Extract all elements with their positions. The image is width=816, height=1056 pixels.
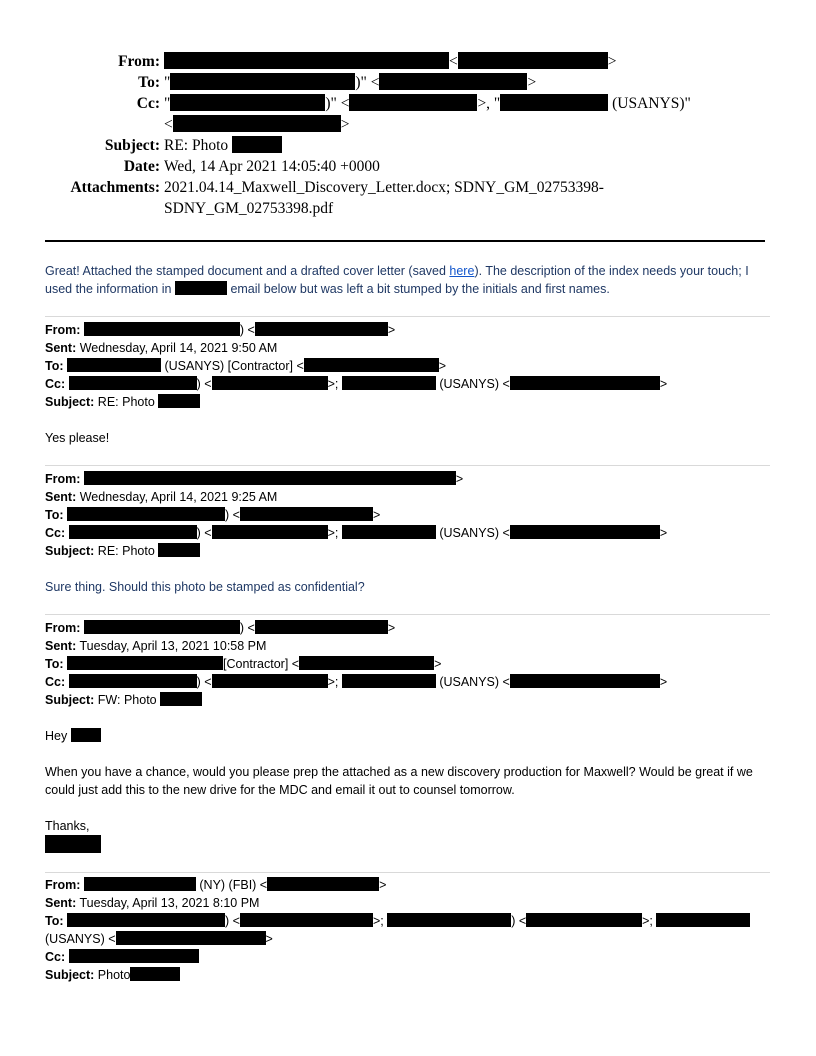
header-subject-row — [0, 135, 816, 156]
email-5-cc: Cc: — [45, 948, 775, 966]
redaction — [67, 507, 225, 521]
email-4-cc: Cc: ) < >; (USANYS) < > — [45, 675, 668, 689]
cc-suffix: (USANYS)" — [612, 95, 691, 112]
date-value: Wed, 14 Apr 2021 14:05:40 +0000 — [164, 158, 380, 175]
email-3-from: From: > — [45, 472, 464, 486]
here-link[interactable]: here — [449, 264, 475, 278]
email-3-body: Sure thing. Should this photo be stamped as confidential? — [45, 580, 365, 594]
redaction — [510, 525, 660, 539]
redaction — [158, 543, 200, 557]
email-4-body: When you have a chance, would you please prep the attached as a new discovery production for Maxwell? Would be great if we could just add this to the new drive for the MDC and email it out to counsel tomorrow. — [45, 765, 753, 797]
redaction — [212, 674, 328, 688]
date-label: Date: — [123, 158, 160, 175]
header-attachments-row — [0, 177, 816, 219]
to-label: To: — [138, 74, 160, 91]
header-from-row: From: < > — [0, 51, 816, 72]
redaction — [500, 94, 608, 111]
header-cc-row: Cc: " )" < >, " (USANYS)" < > — [0, 93, 816, 135]
email-header — [0, 51, 816, 219]
redaction — [69, 949, 199, 963]
email-3-cc: Cc: ) < >; (USANYS) < > — [45, 526, 668, 540]
redaction — [232, 136, 282, 153]
redaction — [175, 281, 227, 295]
email-4-subject: Subject: FW: Photo — [45, 691, 775, 709]
email-2-body: Yes please! — [45, 431, 110, 445]
header-date-row — [0, 156, 816, 177]
email-2-meta — [45, 321, 775, 411]
email-4-sent: Sent: Tuesday, April 13, 2021 10:58 PM — [45, 639, 267, 653]
redaction — [267, 877, 379, 891]
redaction — [130, 967, 180, 981]
email-divider — [45, 316, 770, 317]
attachments-line-1: 2021.04.14_Maxwell_Discovery_Letter.docx; SDNY_GM_02753398- — [164, 179, 604, 196]
from-label: From: — [118, 53, 160, 70]
redaction — [342, 376, 436, 390]
email-3-sent: Sent: Wednesday, April 14, 2021 9:25 AM — [45, 490, 278, 504]
email-3-subject: Subject: RE: Photo — [45, 542, 775, 560]
redaction — [299, 656, 434, 670]
redaction — [116, 931, 266, 945]
email-4-greeting: Hey — [45, 727, 775, 745]
redaction — [173, 115, 341, 132]
redaction — [510, 674, 660, 688]
redaction — [84, 877, 196, 891]
email-2-sent: Sent: Wednesday, April 14, 2021 9:50 AM — [45, 341, 278, 355]
email-2-cc: Cc: ) < >; (USANYS) < > — [45, 377, 668, 391]
redaction — [240, 507, 373, 521]
redaction — [170, 94, 325, 111]
email-divider — [45, 614, 770, 615]
redaction — [67, 913, 225, 927]
redaction — [158, 394, 200, 408]
email-2-from: From: ) < > — [45, 323, 396, 337]
redaction — [458, 52, 608, 69]
redaction — [67, 358, 161, 372]
redaction — [69, 376, 197, 390]
subject-label: Subject: — [104, 137, 160, 154]
redaction — [656, 913, 750, 927]
redaction — [69, 525, 197, 539]
redaction — [71, 728, 101, 742]
email-5-to: To: ) < >; ) < >; — [45, 912, 775, 930]
redaction — [84, 322, 240, 336]
cc-label: Cc: — [136, 95, 160, 112]
redaction — [69, 674, 197, 688]
redaction — [322, 471, 456, 485]
email-2-to: To: (USANYS) [Contractor] < > — [45, 359, 447, 373]
email-divider — [45, 465, 770, 466]
redaction — [349, 94, 477, 111]
email-5-to-cont: (USANYS) < > — [45, 932, 273, 946]
header-divider — [45, 240, 765, 242]
attachments-label: Attachments: — [70, 179, 160, 196]
redaction — [45, 835, 101, 853]
redaction — [510, 376, 660, 390]
redaction — [84, 620, 240, 634]
email-4-meta — [45, 619, 775, 709]
redaction — [84, 471, 322, 485]
redaction — [526, 913, 642, 927]
redaction — [160, 692, 202, 706]
header-to-row: To: " )" < > — [0, 72, 816, 93]
redaction — [240, 913, 373, 927]
email-5-subject: Subject: Photo — [45, 966, 775, 984]
redaction — [170, 73, 355, 90]
redaction — [379, 73, 527, 90]
subject-value: RE: Photo — [164, 137, 229, 154]
email-4-to: To: [Contractor] < > — [45, 657, 442, 671]
email-divider — [45, 872, 770, 873]
email-4-signature — [45, 835, 775, 856]
redaction — [164, 52, 449, 69]
message-1-body: Great! Attached the stamped document and a drafted cover letter (saved here). The description of the index needs your touch; I used the information in email below but was left a bit stumped by the initials and first names. — [45, 264, 749, 296]
email-5-from: From: (NY) (FBI) < > — [45, 878, 387, 892]
redaction — [255, 620, 388, 634]
email-5-meta — [45, 876, 775, 984]
redaction — [212, 376, 328, 390]
email-4-from: From: ) < > — [45, 621, 396, 635]
email-2-subject: Subject: RE: Photo — [45, 393, 775, 411]
email-4-signoff: Thanks, — [45, 819, 90, 833]
redaction — [342, 525, 436, 539]
redaction — [387, 913, 511, 927]
email-3-meta — [45, 470, 775, 560]
redaction — [304, 358, 439, 372]
redaction — [255, 322, 388, 336]
email-5-sent: Sent: Tuesday, April 13, 2021 8:10 PM — [45, 896, 260, 910]
email-3-to: To: ) < > — [45, 508, 381, 522]
redaction — [212, 525, 328, 539]
attachments-line-2: SDNY_GM_02753398.pdf — [164, 200, 334, 217]
redaction — [342, 674, 436, 688]
redaction — [67, 656, 223, 670]
